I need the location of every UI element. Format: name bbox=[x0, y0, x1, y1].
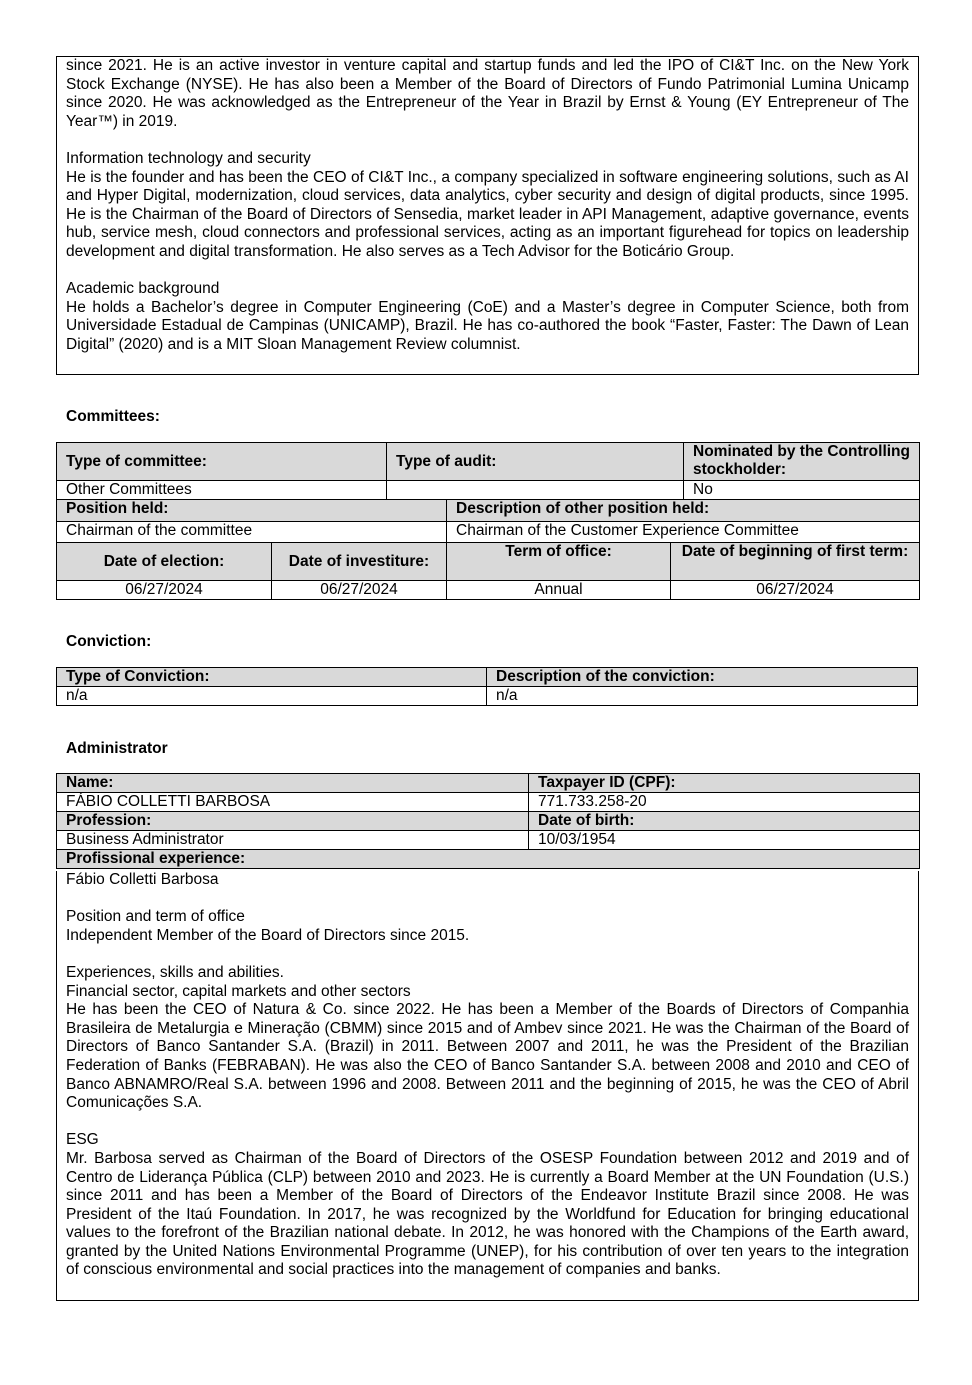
name-value: FÁBIO COLLETTI BARBOSA bbox=[57, 793, 529, 812]
birth-label: Date of birth: bbox=[529, 812, 920, 831]
conviction-description-value: n/a bbox=[487, 687, 918, 706]
name-label: Name: bbox=[57, 774, 529, 793]
term-label: Term of office: bbox=[447, 543, 671, 581]
conviction-description-label: Description of the conviction: bbox=[487, 668, 918, 687]
conviction-type-value: n/a bbox=[57, 687, 487, 706]
bio-paragraph: Academic background He holds a Bachelor’s degree in Computer Engineering (CoE) and a Master’s degree in Computer Science, both from Universidade Estadual de Campinas (UNICAMP), Brazil. He has co-authored the book “Faster, Faster: The Dawn of Lean Digital” (2020) and is a MIT Sloan Management Review columnist. bbox=[66, 280, 909, 353]
conviction-heading: Conviction: bbox=[66, 633, 152, 650]
profession-label: Profession: bbox=[57, 812, 529, 831]
committees-table-row3 bbox=[56, 542, 920, 600]
type-audit-value bbox=[387, 481, 684, 500]
experience-box bbox=[56, 871, 919, 1301]
date-election-value: 06/27/2024 bbox=[57, 581, 272, 600]
first-term-label: Date of beginning of first term: bbox=[671, 543, 920, 581]
position-held-label: Position held: bbox=[57, 500, 447, 522]
date-election-label: Date of election: bbox=[57, 543, 272, 581]
first-term-value: 06/27/2024 bbox=[671, 581, 920, 600]
type-audit-label: Type of audit: bbox=[387, 443, 684, 481]
cpf-value: 771.733.258-20 bbox=[529, 793, 920, 812]
date-investiture-label: Date of investiture: bbox=[272, 543, 447, 581]
committees-table-row2 bbox=[56, 499, 920, 543]
administrator-table bbox=[56, 773, 920, 869]
type-committee-value: Other Committees bbox=[57, 481, 387, 500]
position-held-value: Chairman of the committee bbox=[57, 522, 447, 543]
conviction-type-label: Type of Conviction: bbox=[57, 668, 487, 687]
profession-value: Business Administrator bbox=[57, 831, 529, 850]
experience-paragraph: ESG Mr. Barbosa served as Chairman of the Board of Directors of the OSESP Foundation between 2012 and 2019 and of Centro de Liderança Pública (CLP) between 2010 and 2023. He is currently a Board Member at the UN Foundation (U.S.) since 2011 and has been a Member of the Board of Directors of the Endeavor Institute Brazil since 2008. He was President of the Itaú Foundation. In 2017, he was recognized by the Worldfund for Education for bringing educational values to the forefront of the Brazilian national debate. In 2012, he was honored with the Champions of the Earth award, granted by the United Nations Environmental Programme (UNEP), for his contribution of over ten years to the integration of conscious environmental and social practices into the management of companies and banks. bbox=[66, 1131, 909, 1279]
administrator-heading: Administrator bbox=[66, 740, 168, 757]
committees-table-row1 bbox=[56, 442, 920, 500]
experience-paragraph: Fábio Colletti Barbosa bbox=[66, 871, 219, 888]
committees-heading: Committees: bbox=[66, 408, 160, 425]
birth-value: 10/03/1954 bbox=[529, 831, 920, 850]
nominated-label: Nominated by the Controlling stockholder: bbox=[684, 443, 920, 481]
conviction-table bbox=[56, 667, 918, 706]
bio-paragraph: since 2021. He is an active investor in venture capital and startup funds and led the IPO of CI&T Inc. on the New York Stock Exchange (NYSE). He has also been a Member of the Board of Directors of Fundo Patrimonial Lumina Unicamp since 2020. He was acknowledged as the Entrepreneur of the Year in Brazil by Ernst & Young (EY Entrepreneur of The Year™) in 2019. bbox=[66, 57, 909, 130]
bio-paragraph: Information technology and security He is the founder and has been the CEO of CI&T Inc., a company specialized in software engineering solutions, such as AI and Hyper Digital, modernization, cloud services, data analytics, cyber security and design of digital products, since 1995. He is the Chairman of the Board of Directors of Sensedia, market leader in API Management, adaptive governance, events hub, service mesh, cloud connectors and professional services, acting as an important figurehead for topics on leadership development and digital transformation. He also serves as a Tech Advisor for the Boticário Group. bbox=[66, 149, 909, 260]
nominated-value: No bbox=[684, 481, 920, 500]
experience-paragraph: Experiences, skills and abilities. Financial sector, capital markets and other sectors He has been the CEO of Natura & Co. since 2022. He has been a Member of the Boards of Directors of Companhia Brasileira de Metalurgia e Mineração (CBMM) since 2015 and of Ambev since 2021. He was the Chairman of the Board of Directors of Banco Santander S.A. (Brazil) in 2011. Between 2007 and 2011, he was the President of the Brazilian Federation of Banks (FEBRABAN). He was also the CEO of Banco Santander S.A. between 2008 and 2010 and CEO of Banco ABNAMRO/Real S.A. between 1996 and 2008. Between 2011 and the beginning of 2015, he was the CEO of Abril Comunicações S.A. bbox=[66, 963, 909, 1112]
description-value: Chairman of the Customer Experience Committee bbox=[447, 522, 920, 543]
experience-label: Profissional experience: bbox=[57, 850, 920, 869]
term-value: Annual bbox=[447, 581, 671, 600]
type-committee-label: Type of committee: bbox=[57, 443, 387, 481]
cpf-label: Taxpayer ID (CPF): bbox=[529, 774, 920, 793]
description-label: Description of other position held: bbox=[447, 500, 920, 522]
biography-box bbox=[56, 56, 919, 375]
experience-paragraph: Position and term of office Independent Member of the Board of Directors since 2015. bbox=[66, 908, 470, 944]
date-investiture-value: 06/27/2024 bbox=[272, 581, 447, 600]
